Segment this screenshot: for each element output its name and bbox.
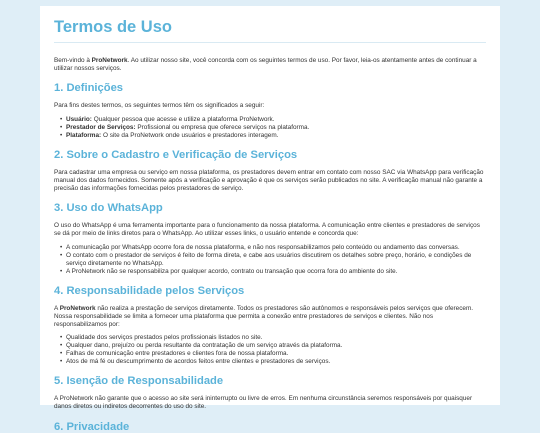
section-heading-definitions: 1. Definições: [54, 82, 124, 95]
section-heading-privacy: 6. Privacidade: [54, 420, 130, 433]
definition-desc: Qualquer pessoa que acesse e utilize a plataforma ProNetwork.: [91, 115, 275, 123]
list-item: • A comunicação por WhatsApp ocorre fora de nossa plataforma, e não nos responsabilizamos pelo conteúdo ou andamento das conversas.: [60, 244, 486, 252]
definition-term: Prestador de Serviços:: [66, 123, 136, 131]
responsibility-post: não realiza a prestação de serviços diretamente. Todos os prestadores são autônomos e responsáveis pelos serviços que oferecem. Nossa responsabilidade se limita a fornecer uma plataforma que permita a conexão entre prestadores de serviços e clientes. Não nos responsabilizamos por:: [54, 304, 474, 329]
responsibility-text: [54, 305, 486, 330]
section-heading-registration: 2. Sobre o Cadastro e Verificação de Serviços: [54, 148, 298, 161]
section-heading-disclaimer: 5. Isenção de Responsabilidade: [54, 375, 224, 388]
disclaimer-text: A ProNetwork não garante que o acesso ao site será ininterrupto ou livre de erros. Em nenhuma circunstância seremos responsáveis por quaisquer danos diretos ou indiretos decorrentes do uso do site.: [54, 395, 473, 411]
list-item: • Falhas de comunicação entre prestadores e clientes fora de nossa plataforma.: [60, 350, 486, 358]
list-item: • Qualidade dos serviços prestados pelos profissionais listados no site.: [60, 334, 486, 342]
intro-pre: Bem-vindo à: [54, 57, 92, 64]
definitions-list: [54, 116, 486, 140]
list-item: [60, 116, 486, 124]
whatsapp-list: [54, 244, 486, 276]
list-item: [60, 124, 486, 132]
brand-name: ProNetwork: [91, 57, 128, 64]
responsibility-pre: A: [54, 304, 60, 312]
list-item: • O contato com o prestador de serviços é feito de forma direta, e cabe aos usuários discutirem os detalhes sobre preço, horário, e condições de serviço diretamente no WhatsApp.: [60, 252, 486, 268]
page-title: Termos de Uso: [54, 18, 486, 43]
brand-name: ProNetwork: [59, 304, 96, 312]
list-item: • A ProNetwork não se responsabiliza por qualquer acordo, contrato ou transação que ocorra fora do ambiente do site.: [60, 268, 486, 276]
registration-text: Para cadastrar uma empresa ou serviço em nossa plataforma, os prestadores devem entrar em contato com nosso SAC via WhatsApp para verificação manual dos dados fornecidos. Somente após a verificação e aprovação é que os serviços serão publicados no site. A verificação manual não garante a precisão das informações fornecidas pelos prestadores de serviço.: [54, 168, 484, 193]
section-heading-responsibility: 4. Responsabilidade pelos Serviços: [54, 284, 245, 297]
intro-post: . Ao utilizar nosso site, você concorda com os seguintes termos de uso. Por favor, leia-os atentamente antes de continuar a utilizar nossos serviços.: [54, 57, 477, 73]
list-item: • Qualquer dano, prejuízo ou perda resultante da contratação de um serviço através da plataforma.: [60, 342, 486, 350]
list-item: [60, 132, 486, 140]
responsibility-list: [54, 334, 486, 366]
whatsapp-text: O uso do WhatsApp é uma ferramenta importante para o funcionamento da nossa plataforma. A comunicação entre clientes e prestadores de serviços se dá por meio de links diretos para o WhatsApp. Ao utilizar esses links, o usuário entende e concorda que:: [54, 222, 480, 238]
terms-page: [40, 6, 500, 433]
definition-desc: Profissional ou empresa que oferece serviços na plataforma.: [135, 123, 310, 131]
intro-paragraph: [54, 57, 486, 73]
definition-desc: O site da ProNetwork onde usuários e prestadores interagem.: [101, 131, 279, 139]
definition-term: Usuário:: [66, 115, 92, 123]
list-item: • Atos de má fé ou descumprimento de acordos feitos entre clientes e prestadores de serviços.: [60, 358, 486, 366]
definition-term: Plataforma:: [66, 131, 102, 139]
definitions-text: Para fins destes termos, os seguintes termos têm os significados a seguir:: [54, 102, 265, 110]
section-heading-whatsapp: 3. Uso do WhatsApp: [54, 202, 163, 215]
